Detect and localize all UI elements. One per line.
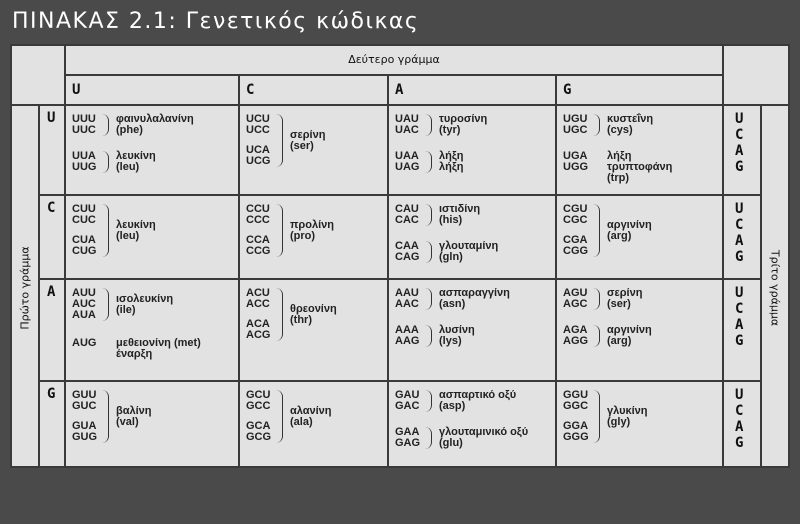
amino-acid: αργινίνη [607,218,652,231]
codon: UAG [395,161,420,173]
brace-icon [102,204,109,257]
first-letter-a: A [47,284,56,300]
first-letter-header-cell [10,104,40,468]
amino-acid: φαινυλαλανίνη [116,113,194,125]
brace-icon [276,114,283,167]
third-letter-u: U [735,285,744,301]
column-header-c: C [246,82,255,98]
amino-acid: (his) [439,214,463,226]
first-letter-u: U [47,110,56,126]
codon: GGC [563,400,589,412]
amino-acid: (ser) [290,139,314,152]
codon: GGU [563,389,589,401]
first-letter-c: C [47,200,56,216]
amino-acid: (phe) [116,124,143,136]
codon: CCC [246,214,270,226]
brace-icon [593,204,600,257]
codon: GCG [246,431,272,443]
codon: CAA [395,240,419,252]
amino-acid: αργινίνη [607,324,652,336]
amino-acid: γλουταμινικό οξύ [439,426,529,438]
amino-acid: (lys) [439,335,462,347]
codon: UAC [395,124,419,136]
amino-acid: κυστεΐνη [607,113,654,125]
codon: UCA [246,144,270,156]
codon-cell [387,380,557,468]
codon: AGC [563,298,588,310]
brace-icon [276,288,283,341]
amino-acid: λυσίνη [439,324,475,336]
codon: GGG [563,431,589,443]
brace-icon [593,114,600,136]
amino-acid: γλυκίνη [607,404,648,417]
codon: CUA [72,234,96,246]
brace-icon [425,204,432,226]
codon: UAU [395,113,419,125]
column-header-a: A [395,82,404,98]
third-letter-a: A [735,143,744,159]
codon: GAA [395,426,420,438]
brace-icon [425,288,432,310]
column-header-g: G [563,82,572,98]
third-letter-a: A [735,419,744,435]
third-letter-cell [722,380,762,468]
amino-acid: λευκίνη [116,218,156,231]
codon: AUU [72,287,96,299]
codon: UGC [563,124,588,136]
brace-icon [425,151,432,173]
third-letter-a: A [735,317,744,333]
amino-acid: (trp) [607,172,629,184]
amino-acid: τυροσίνη [439,113,488,125]
amino-acid: λευκίνη [116,150,156,162]
codon: CCA [246,234,270,246]
codon: UAA [395,150,419,162]
third-letter-header: Τρίτο γράμμα [768,249,782,327]
codon: CCG [246,245,271,257]
third-letter-g: G [735,159,744,175]
codon: GUU [72,389,97,401]
brace-icon [102,151,109,173]
third-letter-c: C [735,403,744,419]
codon: UCC [246,124,270,136]
amino-acid: λήξη [439,161,464,173]
codon: ACA [246,318,270,330]
codon: GAU [395,389,420,401]
amino-acid: ιστιδίνη [439,203,481,215]
amino-acid: (leu) [116,161,140,173]
amino-acid: (pro) [290,229,316,242]
amino-acid: σερίνη [607,287,643,299]
codon-cell [64,278,240,382]
first-letter-cell [38,380,66,468]
third-letter-g: G [735,435,744,451]
third-letter-u: U [735,201,744,217]
codon: AUC [72,298,96,310]
third-letter-c: C [735,127,744,143]
table-title: ΠΙΝΑΚΑΣ 2.1: Γενετικός κώδικας [0,0,800,44]
codon: CGU [563,203,588,215]
column-header-cell [238,74,389,106]
amino-acid: (ile) [116,303,136,316]
brace-icon [276,390,283,443]
codon-cell [64,194,240,280]
codon: UUA [72,150,96,162]
third-letter-cell [722,104,762,196]
third-letter-header-cell [760,104,790,468]
third-letter-a: A [735,233,744,249]
codon: ACC [246,298,270,310]
codon: CGA [563,234,588,246]
codon: CUG [72,245,97,257]
codon: AUG [72,337,97,349]
third-letter-u: U [735,111,744,127]
brace-icon [425,427,432,449]
codon: GUC [72,400,97,412]
first-letter-g: G [47,386,56,402]
footer-bar [0,468,800,524]
amino-acid: μεθειονίνη (met) [116,337,201,349]
amino-acid: (arg) [607,335,632,347]
amino-acid: (gly) [607,415,631,428]
codon: AAA [395,324,419,336]
amino-acid: (leu) [116,229,140,242]
amino-acid: θρεονίνη [290,302,337,315]
codon: GCC [246,400,271,412]
brace-icon [593,390,600,443]
codon: AGA [563,324,588,336]
codon: CUU [72,203,96,215]
amino-acid: (cys) [607,124,633,136]
brace-icon [276,204,283,257]
codon-cell [387,194,557,280]
codon: AAU [395,287,419,299]
corner-cell [10,44,66,106]
codon: CAU [395,203,419,215]
codon: GUG [72,431,98,443]
third-corner-cell [722,44,790,106]
codon: UCU [246,113,270,125]
codon: ACU [246,287,270,299]
codon: CUC [72,214,96,226]
codon-cell [64,104,240,196]
codon-cell [387,104,557,196]
amino-acid: σερίνη [290,128,326,141]
codon: GAC [395,400,420,412]
amino-acid: (thr) [290,313,312,326]
amino-acid: ασπαρτικό οξύ [439,389,517,401]
column-header-cell [555,74,724,106]
third-letter-cell [722,278,762,382]
amino-acid: λήξη [607,150,632,162]
first-letter-cell [38,194,66,280]
codon: UCG [246,155,271,167]
codon: AUA [72,309,96,321]
first-letter-header: Πρώτο γράμμα [18,246,32,330]
amino-acid: (ser) [607,298,631,310]
codon: GAG [395,437,421,449]
third-letter-c: C [735,217,744,233]
codon: GCA [246,420,271,432]
amino-acid: ισολευκίνη [116,292,174,305]
brace-icon [593,325,600,347]
amino-acid: (val) [116,415,139,428]
codon-cell [555,380,724,468]
codon: AGU [563,287,588,299]
amino-acid: (ala) [290,415,313,428]
brace-icon [425,114,432,136]
amino-acid: (glu) [439,437,463,449]
amino-acid: ασπαραγγίνη [439,287,510,299]
codon: UUC [72,124,96,136]
first-letter-cell [38,104,66,196]
codon: UUU [72,113,96,125]
genetic-code-table [10,44,790,468]
amino-acid: προλίνη [290,218,334,231]
codon-cell [555,278,724,382]
codon: CAC [395,214,419,226]
codon: UGG [563,161,589,173]
codon: AAC [395,298,419,310]
codon-cell [238,104,389,196]
amino-acid: (tyr) [439,124,461,136]
codon: CAG [395,251,420,263]
amino-acid: λήξη [439,150,464,162]
codon-cell [238,278,389,382]
codon: UUG [72,161,97,173]
third-letter-g: G [735,249,744,265]
codon-cell [64,380,240,468]
brace-icon [425,241,432,263]
codon: GUA [72,420,97,432]
codon: AAG [395,335,420,347]
codon-cell [387,278,557,382]
codon-cell [238,194,389,280]
codon-cell [238,380,389,468]
amino-acid: (asp) [439,400,466,412]
brace-icon [102,288,109,321]
amino-acid: (gln) [439,251,463,263]
amino-acid: γλουταμίνη [439,240,499,252]
amino-acid: (asn) [439,298,466,310]
codon: AGG [563,335,589,347]
brace-icon [593,288,600,310]
second-letter-header-cell [64,44,724,76]
brace-icon [102,114,109,136]
codon: GGA [563,420,589,432]
brace-icon [425,325,432,347]
codon-cell [555,104,724,196]
column-header-u: U [72,82,81,98]
brace-icon [102,390,109,443]
codon: CCU [246,203,270,215]
amino-acid: βαλίνη [116,404,152,417]
third-letter-cell [722,194,762,280]
codon: UGA [563,150,588,162]
codon: CGG [563,245,589,257]
column-header-cell [64,74,240,106]
codon-cell [555,194,724,280]
amino-acid: αλανίνη [290,404,332,417]
third-letter-g: G [735,333,744,349]
codon: GCU [246,389,271,401]
third-letter-c: C [735,301,744,317]
codon: UGU [563,113,588,125]
first-letter-cell [38,278,66,382]
column-header-cell [387,74,557,106]
amino-acid: τρυπτοφάνη [607,161,673,173]
amino-acid: (arg) [607,229,632,242]
third-letter-u: U [735,387,744,403]
codon: CGC [563,214,588,226]
brace-icon [425,390,432,412]
codon: ACG [246,329,271,341]
second-letter-header: Δεύτερο γράμμα [348,53,440,66]
amino-acid: έναρξη [116,348,153,360]
